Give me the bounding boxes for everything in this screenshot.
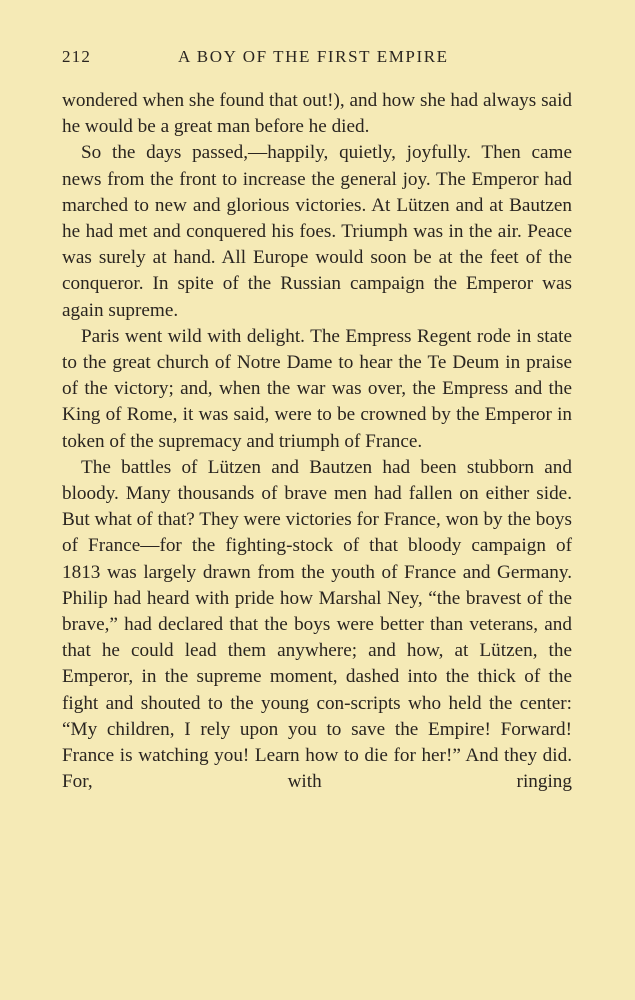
page-number: 212 — [62, 47, 92, 66]
paragraph-days-passed: So the days passed,—happily, quietly, joyfully. Then came news from the front to increase the general joy. The Emperor had marched to new and glorious victories. At Lützen and at Bautzen he had met and conquered his foes. Triumph was in the air. Peace was surely at hand. All Europe would soon be at the feet of the conqueror. In spite of the Russian campaign the Emperor was again supreme. — [62, 142, 572, 321]
paragraph-continued: wondered when she found that out!), and how she had always said he would be a great man before he died. — [62, 90, 572, 138]
running-head — [62, 47, 572, 71]
body-text — [62, 88, 572, 795]
paragraph-battles: The battles of Lützen and Bautzen had been stubborn and bloody. Many thousands of brave men had fallen on either side. But what of that? They were victories for France, won by the boys of France—for the fighting-stock of that bloody campaign of 1813 was largely drawn from the youth of France and Germany. Philip had heard with pride how Marshal Ney, “the bravest of the brave,” had declared that the boys were better than veterans, and that he could lead them anywhere; and how, at Lützen, the Emperor, in the supreme moment, dashed into the thick of the fight and shouted to the young con-scripts who held the center: “My children, I rely upon you to save the Empire! Forward! France is watching you! Learn how to die for her!” And they did. For, with ringing — [62, 456, 572, 793]
running-title: A BOY OF THE FIRST EMPIRE — [178, 47, 449, 66]
paragraph-paris-delight: Paris went wild with delight. The Empress Regent rode in state to the great church of Notre Dame to hear the Te Deum in praise of the victory; and, when the war was over, the Empress and the King of Rome, it was said, were to be crowned by the Emperor in token of the supremacy and triumph of France. — [62, 325, 572, 452]
